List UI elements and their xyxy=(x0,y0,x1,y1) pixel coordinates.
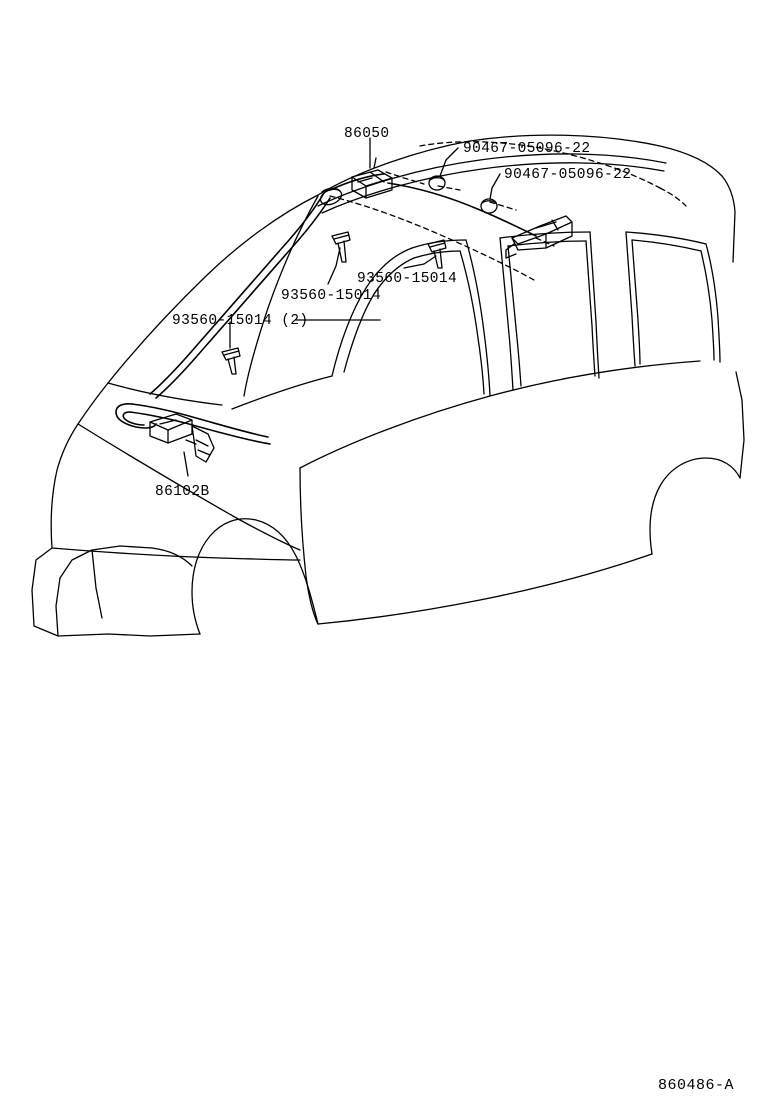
nut-icon xyxy=(429,176,445,190)
part-label-90467-05096-22-upper: 90467-05096-22 xyxy=(463,141,591,157)
diagram-sheet-code: 860486-A xyxy=(657,1077,734,1094)
antenna-cable-icon xyxy=(116,404,270,462)
part-label-93560-15014-left: 93560-15014 xyxy=(281,288,382,304)
part-label-93560-15014-2: 93560-15014 (2) xyxy=(172,313,309,329)
part-label-86050: 86050 xyxy=(344,126,390,142)
screw-icon xyxy=(332,232,350,262)
part-label-93560-15014-right: 93560-15014 xyxy=(357,271,458,287)
nut-icon xyxy=(481,199,497,213)
screw-icon xyxy=(222,348,240,374)
part-label-90467-05096-22-lower: 90467-05096-22 xyxy=(504,167,632,183)
part-label-86102B: 86102B xyxy=(155,484,210,500)
antenna-amplifier-icon xyxy=(506,216,572,258)
